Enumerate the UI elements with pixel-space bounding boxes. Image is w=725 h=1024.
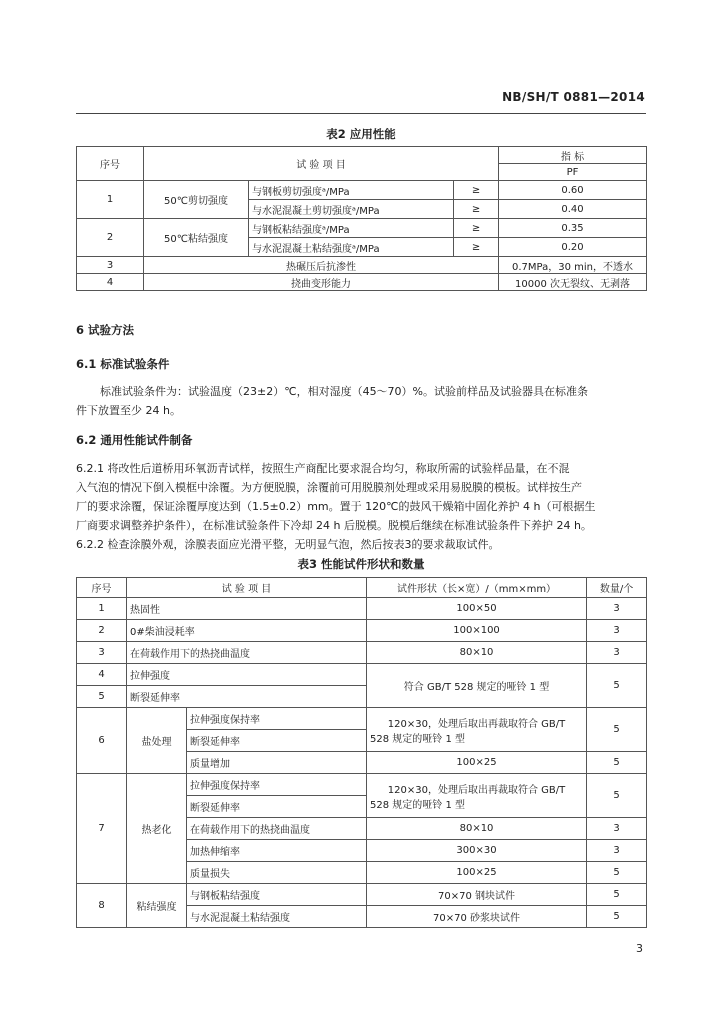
t3-shape: 100×50 xyxy=(367,598,587,620)
section-6-1-heading: 6.1 标准试验条件 xyxy=(76,357,170,371)
t3-item: 与钢板粘结强度 xyxy=(187,884,367,906)
t3-item: 加热伸缩率 xyxy=(187,840,367,862)
t3-no: 1 xyxy=(77,598,127,620)
t3-qty: 3 xyxy=(587,598,647,620)
paragraph-line: 厂商要求调整养护条件），在标准试验条件下冷却 24 h 后脱模。脱模后继续在标准试验条件下养护 24 h。 xyxy=(76,519,592,532)
t3-qty: 5 xyxy=(587,752,647,774)
t2-op: ≥ xyxy=(454,200,499,219)
t3-shape: 70×70 钢块试件 xyxy=(367,884,587,906)
t3-qty: 5 xyxy=(587,862,647,884)
t3-shape: 100×100 xyxy=(367,620,587,642)
t3-shape-line: 120×30，处理后取出再裁取符合 GB/T xyxy=(387,784,566,796)
t3-group: 粘结强度 xyxy=(127,884,187,928)
t3-qty: 3 xyxy=(587,840,647,862)
header-rule xyxy=(76,113,646,114)
t3-group: 热老化 xyxy=(127,774,187,884)
t3-item: 质量增加 xyxy=(187,752,367,774)
table2 xyxy=(76,146,647,291)
t3-no: 5 xyxy=(77,686,127,708)
t3-shape: 70×70 砂浆块试件 xyxy=(367,906,587,928)
t3-col-qty: 数量/个 xyxy=(587,578,647,598)
t2-value: 0.7MPa，30 min，不透水 xyxy=(499,257,647,274)
t3-qty: 5 xyxy=(587,708,647,752)
paragraph-line: 标准试验条件为：试验温度（23±2）℃，相对湿度（45～70）%。试验前样品及试验器具在标准条 xyxy=(100,385,589,398)
t2-no: 2 xyxy=(77,219,144,257)
table3-title: 表3 性能试件形状和数量 xyxy=(297,557,425,571)
t3-qty: 5 xyxy=(587,664,647,708)
t3-no: 6 xyxy=(77,708,127,774)
t3-item: 拉伸强度保持率 xyxy=(187,774,367,796)
paragraph-line: 件下放置至少 24 h。 xyxy=(76,404,181,417)
t2-no: 4 xyxy=(77,274,144,291)
paragraph-line: 6.2.1 将改性后道桥用环氧沥青试样，按照生产商配比要求混合均匀，称取所需的试验样品量，在不混 xyxy=(76,462,570,475)
t2-op: ≥ xyxy=(454,238,499,257)
t2-item: 热碾压后抗渗性 xyxy=(144,257,499,274)
t3-item: 断裂延伸率 xyxy=(127,686,367,708)
t3-qty: 3 xyxy=(587,642,647,664)
t3-no: 7 xyxy=(77,774,127,884)
t3-shape-line: 528 规定的哑铃 1 型 xyxy=(370,799,466,811)
t3-shape xyxy=(367,774,587,818)
t2-no: 1 xyxy=(77,181,144,219)
t3-item: 在荷载作用下的热挠曲温度 xyxy=(127,642,367,664)
t3-shape: 80×10 xyxy=(367,818,587,840)
t3-shape-line: 120×30，处理后取出再裁取符合 GB/T xyxy=(387,718,566,730)
t3-col-shape: 试件形状（长×宽）/（mm×mm） xyxy=(367,578,587,598)
t3-no: 2 xyxy=(77,620,127,642)
t3-item: 质量损失 xyxy=(187,862,367,884)
t3-group: 盐处理 xyxy=(127,708,187,774)
t3-item: 拉伸强度 xyxy=(127,664,367,686)
t2-col-index: 指 标 xyxy=(499,147,647,164)
t3-item: 断裂延伸率 xyxy=(187,796,367,818)
t3-qty: 5 xyxy=(587,774,647,818)
t3-qty: 3 xyxy=(587,620,647,642)
t2-no: 3 xyxy=(77,257,144,274)
t3-no: 3 xyxy=(77,642,127,664)
t2-group: 50℃剪切强度 xyxy=(144,181,249,219)
t3-item: 断裂延伸率 xyxy=(187,730,367,752)
t3-shape: 300×30 xyxy=(367,840,587,862)
page-number: 3 xyxy=(636,942,643,955)
standard-code: NB/SH/T 0881—2014 xyxy=(502,90,645,104)
t2-item: 与钢板粘结强度ᵃ/MPa xyxy=(249,219,454,238)
t3-item: 与水泥混凝土粘结强度 xyxy=(187,906,367,928)
paragraph-line: 入气泡的情况下倒入模框中涂覆。为方便脱膜，涂覆前可用脱膜剂处理或采用易脱膜的模板。试样按生产 xyxy=(76,481,582,494)
t3-col-no: 序号 xyxy=(77,578,127,598)
t2-op: ≥ xyxy=(454,181,499,200)
t3-qty: 5 xyxy=(587,906,647,928)
t3-shape: 80×10 xyxy=(367,642,587,664)
t2-item: 与钢板剪切强度ᵃ/MPa xyxy=(249,181,454,200)
t3-no: 4 xyxy=(77,664,127,686)
t2-item: 与水泥混凝土剪切强度ᵃ/MPa xyxy=(249,200,454,219)
paragraph-line: 厂的要求涂覆，保证涂覆厚度达到（1.5±0.2）mm。置于 120℃的鼓风干燥箱中固化养护 4 h（可根据生 xyxy=(76,500,596,513)
t3-item: 在荷载作用下的热挠曲温度 xyxy=(187,818,367,840)
paragraph-line: 6.2.2 检查涂膜外观，涂膜表面应光滑平整，无明显气泡，然后按表3的要求裁取试件。 xyxy=(76,538,500,551)
t2-item: 挠曲变形能力 xyxy=(144,274,499,291)
t3-shape xyxy=(367,708,587,752)
t3-shape-line: 528 规定的哑铃 1 型 xyxy=(370,733,466,745)
table3 xyxy=(76,577,647,928)
t3-shape: 符合 GB/T 528 规定的哑铃 1 型 xyxy=(367,664,587,708)
t3-item: 0#柴油浸耗率 xyxy=(127,620,367,642)
section-6-2-heading: 6.2 通用性能试件制备 xyxy=(76,433,193,447)
t2-value: 0.20 xyxy=(499,238,647,257)
t3-item: 热固性 xyxy=(127,598,367,620)
table2-title: 表2 应用性能 xyxy=(326,127,396,141)
t3-qty: 5 xyxy=(587,884,647,906)
t2-item: 与水泥混凝土粘结强度ᵃ/MPa xyxy=(249,238,454,257)
t2-value: 10000 次无裂纹、无剥落 xyxy=(499,274,647,291)
t2-col-no: 序号 xyxy=(77,147,144,181)
section-6-heading: 6 试验方法 xyxy=(76,323,135,337)
t3-col-item: 试 验 项 目 xyxy=(127,578,367,598)
t2-op: ≥ xyxy=(454,219,499,238)
t2-value: 0.60 xyxy=(499,181,647,200)
t3-shape: 100×25 xyxy=(367,862,587,884)
t2-value: 0.35 xyxy=(499,219,647,238)
t2-group: 50℃粘结强度 xyxy=(144,219,249,257)
t3-no: 8 xyxy=(77,884,127,928)
t2-value: 0.40 xyxy=(499,200,647,219)
t3-qty: 3 xyxy=(587,818,647,840)
t3-item: 拉伸强度保持率 xyxy=(187,708,367,730)
t2-col-item: 试 验 项 目 xyxy=(144,147,499,181)
t3-shape: 100×25 xyxy=(367,752,587,774)
t2-col-pf: PF xyxy=(499,164,647,181)
